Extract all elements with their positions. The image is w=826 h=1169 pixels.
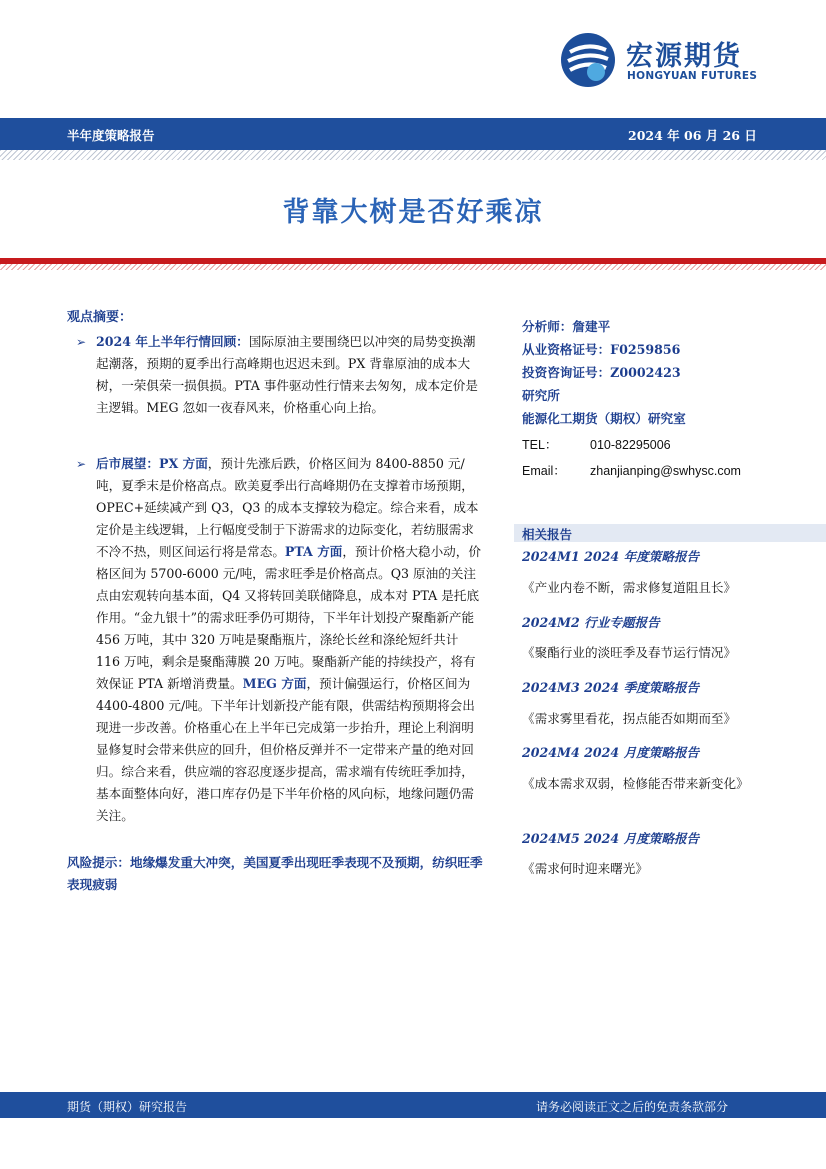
point-text: 国际原油主要围绕巴以冲突的局势变换潮起潮落，预期的夏季出行高峰期也迟迟未到。PX 背靠原油的成本大树，一荣俱荣一损俱损。PTA 事件驱动性行情来去匆匆，成本定价是主逻辑。MEG 忽如一夜春风来，价格重心向上抬。 [96, 334, 478, 415]
arrow-bullet-icon: ➢ [76, 335, 87, 349]
arrow-bullet-icon: ➢ [76, 457, 87, 471]
related-report-name: 《成本需求双弱，检修能否带来新变化》 [522, 776, 749, 791]
footer-bar [0, 1092, 826, 1118]
meg-text: ，预计偏强运行，价格区间为 4400-4800 元/吨。下半年计划新投产能有限，供需结构预期将会出现进一步改善。价格重心在上半年已完成第一步抬升，理论上利润明显修复时会带来供应的回升，但价格反弹并不一定带来产量的绝对回归。综合来看，供应端的容忍度逐步提高，需求端有传统旺季加持，基本面整体向好，港口库存仍是下半年价格的风向标，地缘问题仍需关注。 [96, 676, 475, 823]
cert-number: F0259856 [610, 342, 681, 357]
title-red-hatch [0, 264, 826, 270]
related-report-title: 2024M1 2024 年度策略报告 [522, 549, 700, 564]
px-label: PX 方面 [158, 456, 208, 471]
px-text: ，预计先涨后跌，价格区间为 8400-8850 元/吨，夏季末是价格高点。欧美夏季出行高峰期仍在支撑着市场预期，OPEC+延续减产到 Q3，Q3 的成本支撑较为稳定。综合来看，成本定价是主线逻辑，上行幅度受制于下游需求的边际变化，若纺服需求不冷不热，则区间运行将是常态。 [96, 456, 479, 559]
analyst-info [522, 315, 686, 430]
point-lead: 后市展望： [96, 456, 159, 471]
header-bar [0, 118, 826, 150]
related-report-name: 《需求何时迎来曙光》 [522, 861, 648, 876]
related-report-name: 《产业内卷不断，需求修复道阻且长》 [522, 580, 737, 595]
email-label: Email： [522, 464, 566, 478]
analyst-name-label: 分析师： [522, 319, 573, 334]
tel-value: 010-82295006 [590, 438, 671, 452]
meg-label: MEG 方面 [242, 676, 307, 691]
summary-point-review [76, 331, 484, 419]
logo-name-en: HONGYUAN FUTURES [627, 70, 758, 82]
institute-name: 能源化工期货（期权）研究室 [522, 411, 686, 426]
logo-mark-icon [560, 32, 616, 88]
company-logo [560, 30, 770, 90]
header-hatch-divider [0, 150, 826, 160]
institute-label: 研究所 [522, 388, 560, 403]
logo-name-cn: 宏源期货 [626, 41, 742, 72]
related-report-title: 2024M3 2024 季度策略报告 [522, 680, 700, 695]
point-lead: 2024 年上半年行情回顾： [96, 334, 249, 349]
page-title: 背靠大树是否好乘凉 [282, 197, 544, 228]
risk-warning: 风险提示：地缘爆发重大冲突，美国夏季出现旺季表现不及预期，纺织旺季表现疲弱 [67, 855, 483, 892]
related-report-name: 《聚酯行业的淡旺季及春节运行情况》 [522, 645, 737, 660]
related-report-title: 2024M5 2024 月度策略报告 [522, 831, 700, 846]
analyst-name: 詹建平 [572, 319, 611, 334]
consult-label: 投资咨询证号： [522, 365, 611, 380]
email-link[interactable]: zhanjianping@swhysc.com [590, 464, 741, 478]
tel-label: TEL： [522, 438, 558, 452]
contact-info [522, 432, 741, 484]
cert-label: 从业资格证号： [522, 342, 611, 357]
report-type: 半年度策略报告 [67, 128, 155, 143]
consult-number: Z0002423 [610, 365, 681, 380]
related-report-title: 2024M4 2024 月度策略报告 [522, 745, 700, 760]
pta-text: ，预计价格大稳小动，价格区间为 5700-6000 元/吨，需求旺季是价格高点。Q3 原油的关注点由宏观转向基本面，Q4 又将转回美联储降息，成本对 PTA 是托底作用。“金九银十”的需求旺季仍可期待，下半年计划投产聚酯新产能 456 万吨，其中 320 万吨是聚酯瓶片，涤纶长丝和涤纶短纤共计 116 万吨，剩余是聚酯薄膜 20 万吨。聚酯新产能的持续投产，将有效保证 PTA 新增消费量。 [96, 544, 481, 691]
related-report-title: 2024M2 行业专题报告 [522, 615, 660, 630]
footer-disclaimer-text: 请务必阅读正文之后的免责条款部分 [536, 1100, 729, 1114]
summary-point-outlook [76, 453, 484, 827]
report-date: 2024 年 06 月 26 日 [628, 128, 757, 143]
summary-heading: 观点摘要： [67, 310, 133, 325]
related-report-name: 《需求雾里看花，拐点能否如期而至》 [522, 711, 737, 726]
pta-label: PTA 方面 [284, 544, 343, 559]
related-reports-heading: 相关报告 [522, 527, 573, 542]
footer-left-text: 期货（期权）研究报告 [67, 1100, 188, 1114]
